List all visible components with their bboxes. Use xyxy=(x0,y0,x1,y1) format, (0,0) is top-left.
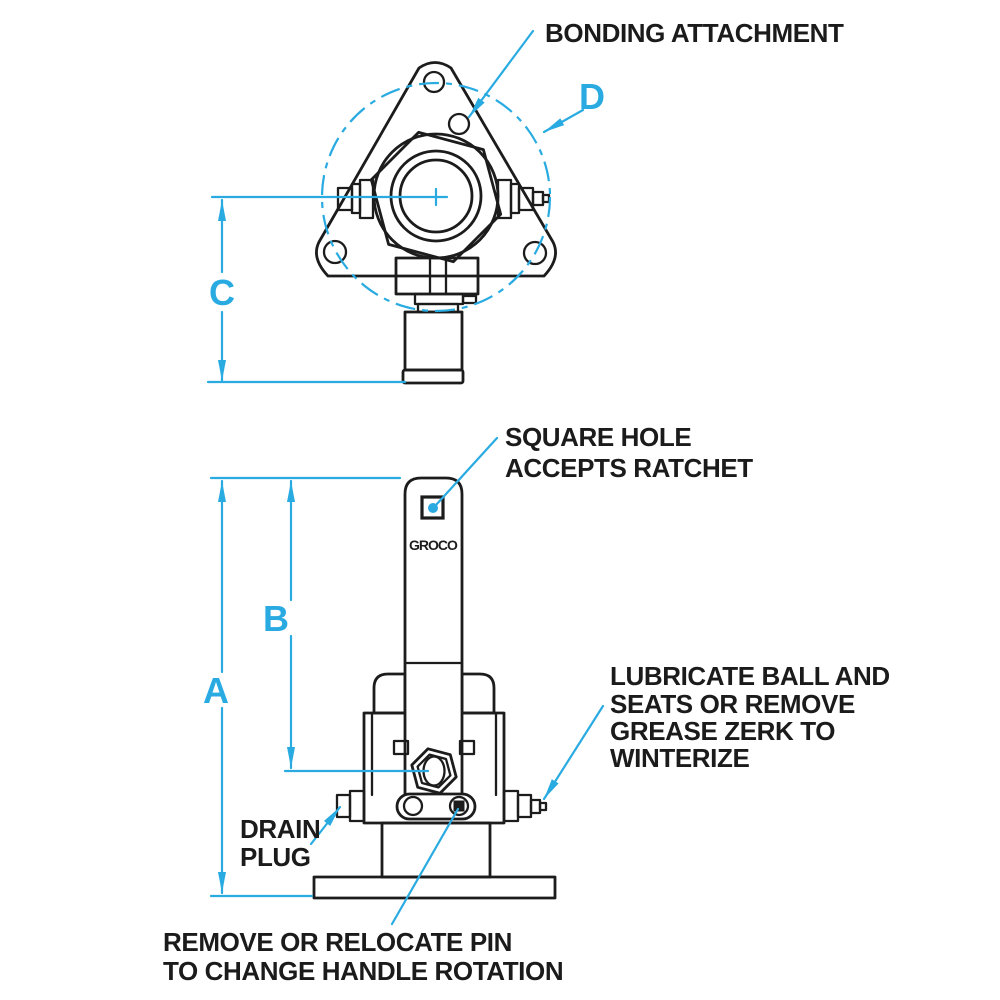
left-boss-plate xyxy=(360,180,373,218)
drain-plug-right-tip xyxy=(531,800,540,813)
drain-plug-right-tip2 xyxy=(540,803,546,810)
left-boss-mid xyxy=(352,184,360,213)
dim-d-leader xyxy=(544,110,583,132)
lubricate-label-1: LUBRICATE BALL AND xyxy=(610,661,890,691)
right-shoulder xyxy=(462,674,494,713)
dim-d-label: D xyxy=(579,76,605,117)
neck-step-tab xyxy=(463,296,476,303)
groco-logo: GROCO xyxy=(409,537,457,553)
square-hole-leader xyxy=(436,438,497,505)
dim-b-label: B xyxy=(263,598,289,639)
lubricate-label-3: GREASE ZERK TO xyxy=(610,716,836,746)
text-labels xyxy=(163,18,890,986)
drain-label-1: DRAIN xyxy=(240,814,321,844)
square-hole-label-2: ACCEPTS RATCHET xyxy=(505,453,753,483)
side-view-valve xyxy=(314,478,555,898)
flange-outline xyxy=(316,63,555,277)
base-flange xyxy=(314,877,555,898)
tail-pipe-cap xyxy=(403,370,463,383)
remove-pin-label-1: REMOVE OR RELOCATE PIN xyxy=(163,927,512,957)
drain-plug-left-boss xyxy=(350,791,364,821)
remove-pin-leader xyxy=(392,809,458,924)
remove-pin-label-2: TO CHANGE HANDLE ROTATION xyxy=(163,956,564,986)
right-boss-tip2 xyxy=(543,195,549,202)
handle-pin xyxy=(454,801,465,812)
neck-step-1 xyxy=(415,294,463,304)
dim-c-label: C xyxy=(209,272,235,313)
lubricate-label-2: SEATS OR REMOVE xyxy=(610,689,855,719)
top-view-flange xyxy=(316,63,555,384)
bolt-hole-left xyxy=(324,241,346,263)
right-boss-tip xyxy=(533,192,543,205)
drain-plug-right-boss xyxy=(504,791,518,821)
right-boss-mid xyxy=(511,184,519,213)
square-hole-label-1: SQUARE HOLE xyxy=(505,422,692,452)
lubricate-leader xyxy=(544,706,603,799)
drain-plug-left-nut xyxy=(337,795,350,817)
bonding-lug xyxy=(449,114,469,134)
square-hole-dot xyxy=(428,503,438,513)
drain-label-2: PLUG xyxy=(240,842,311,872)
base-neck xyxy=(382,823,490,877)
valve-handle xyxy=(405,478,462,795)
dim-a-label: A xyxy=(203,670,229,711)
drain-plug-right-nut xyxy=(518,795,531,817)
lubricate-label-4: WINTERIZE xyxy=(610,743,750,773)
bonding-label: BONDING ATTACHMENT xyxy=(545,18,844,48)
tail-pipe xyxy=(405,312,462,370)
left-shoulder xyxy=(374,674,405,713)
